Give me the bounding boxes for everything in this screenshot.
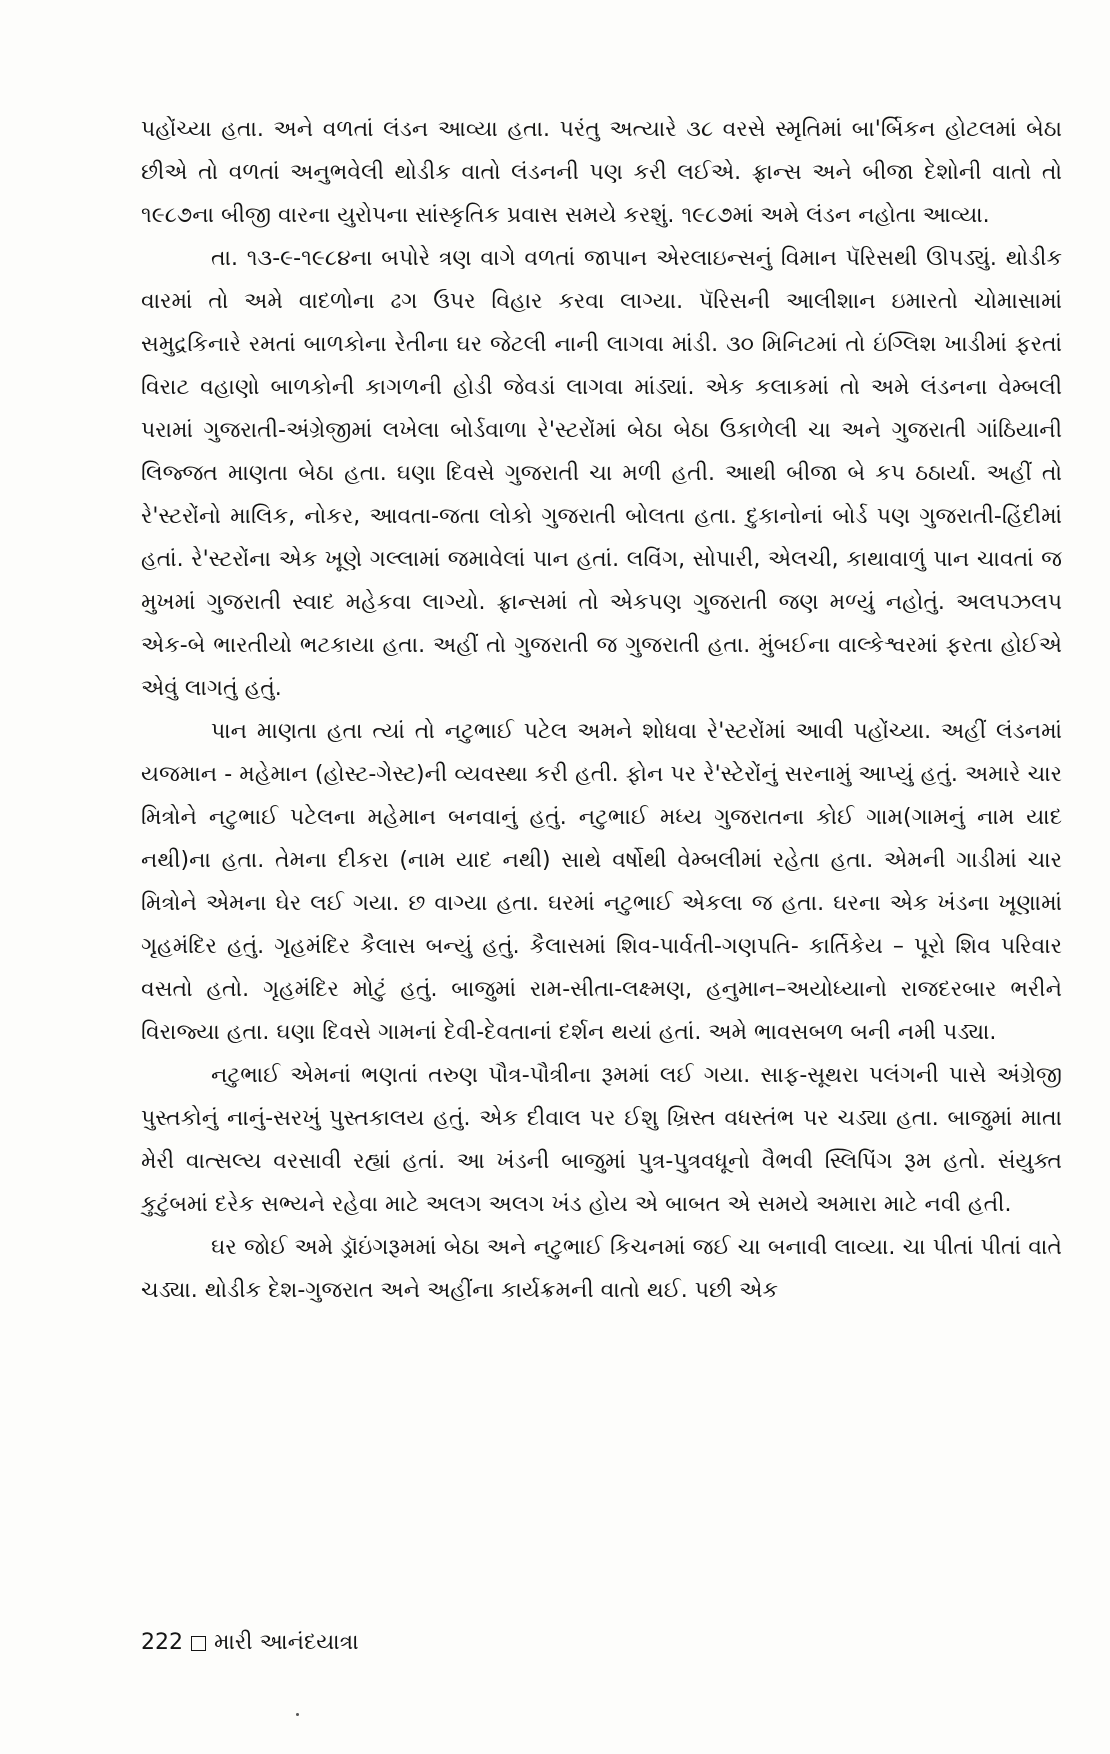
paragraph-continued: પહોંચ્યા હતા. અને વળતાં લંડન આવ્યા હતા. પરંતુ અત્યારે ૩૮ વરસે સ્મૃતિમાં બા'ર્બિકન હોટલમાં બેઠા છીએ તો વળતાં અનુભવેલી થોડીક વાતો લંડનની પણ કરી લઈએ. ફ્રાન્સ અને બીજા દેશોની વાતો તો ૧૯૮૭ના બીજી વારના યુરોપના સાંસ્કૃતિક પ્રવાસ સમયે કરશું. ૧૯૮૭માં અમે લંડન નહોતા આવ્યા. [141, 117, 1062, 228]
page-footer [141, 1628, 359, 1658]
paragraph-drawing-room: ઘર જોઈ અમે ડ્રૉઇંગરૂમમાં બેઠા અને નટુભાઈ કિચનમાં જઈ ચા બનાવી લાવ્યા. ચા પીતાં પીતાં વાતે ચડ્યા. થોડીક દેશ-ગુજરાત અને અહીંના કાર્યક્રમની વાતો થઈ. પછી એક [141, 1235, 1062, 1303]
page-number: 222 [141, 1630, 183, 1655]
paragraph-grandchildren-room: નટુભાઈ એમનાં ભણતાં તરુણ પૌત્ર-પૌત્રીના રૂમમાં લઈ ગયા. સાફ-સૂથરા પલંગની પાસે અંગ્રેજી પુસ્તકોનું નાનું-સરખું પુસ્તકાલય હતું. એક દીવાલ પર ઈશુ ખ્રિસ્ત વધસ્તંભ પર ચડ્યા હતા. બાજુમાં માતા મેરી વાત્સલ્ય વરસાવી રહ્યાં હતાં. આ ખંડની બાજુમાં પુત્ર-પુત્રવધૂનો વૈભવી સ્લિપિંગ રૂમ હતો. સંયુક્ત કુટુંબમાં દરેક સભ્યને રહેવા માટે અલગ અલગ ખંડ હોય એ બાબત એ સમયે અમારા માટે નવી હતી. [141, 1063, 1062, 1217]
body-text [141, 108, 1062, 1312]
paragraph-natubhai-host: પાન માણતા હતા ત્યાં તો નટુભાઈ પટેલ અમને શોધવા રે'સ્ટરોંમાં આવી પહોંચ્યા. અહીં લંડનમાં યજમાન - મહેમાન (હોસ્ટ-ગેસ્ટ)ની વ્યવસ્થા કરી હતી. ફોન પર રે'સ્ટેરોંનું સરનામું આપ્યું હતું. અમારે ચાર મિત્રોને નટુભાઈ પટેલના મહેમાન બનવાનું હતું. નટુભાઈ મધ્ય ગુજરાતના કોઈ ગામ(ગામનું નામ યાદ નથી)ના હતા. તેમના દીકરા (નામ યાદ નથી) સાથે વર્ષોથી વેમ્બલીમાં રહેતા હતા. એમની ગાડીમાં ચાર મિત્રોને એમના ઘેર લઈ ગયા. છ વાગ્યા હતા. ઘરમાં નટુભાઈ એકલા જ હતા. ઘરના એક ખંડના ખૂણામાં ગૃહમંદિર હતું. ગૃહમંદિર કૈલાસ બન્યું હતું. કૈલાસમાં શિવ-પાર્વતી-ગણપતિ- કાર્તિકેય – પૂરો શિવ પરિવાર વસતો હતો. ગૃહમંદિર મોટું હતું. બાજુમાં રામ-સીતા-લક્ષ્મણ, હનુમાન–અયોધ્યાનો રાજદરબાર ભરીને વિરાજ્યા હતા. ઘણા દિવસે ગામનાં દેવી-દેવતાનાં દર્શન થયાં હતાં. અમે ભાવસબળ બની નમી પડ્યા. [141, 719, 1062, 1045]
ink-speck [296, 1713, 299, 1716]
book-title: મારી આનંદયાત્રા [214, 1630, 359, 1655]
paragraph-flight-to-london: તા. ૧૩-૯-૧૯૮૪ના બપોરે ત્રણ વાગે વળતાં જાપાન એરલાઇન્સનું વિમાન પૅરિસથી ઊપડ્યું. થોડીક વારમાં તો અમે વાદળોના ઢગ ઉપર વિહાર કરવા લાગ્યા. પૅરિસની આલીશાન ઇમારતો ચોમાસામાં સમુદ્રકિનારે રમતાં બાળકોના રેતીના ઘર જેટલી નાની લાગવા માંડી. ૩૦ મિનિટમાં તો ઇંગ્લિશ ખાડીમાં ફરતાં વિરાટ વહાણો બાળકોની કાગળની હોડી જેવડાં લાગવા માંડ્યાં. એક કલાકમાં તો અમે લંડનના વેમ્બલી પરામાં ગુજરાતી-અંગ્રેજીમાં લખેલા બોર્ડવાળા રે'સ્ટરોંમાં બેઠા બેઠા ઉકાળેલી ચા અને ગુજરાતી ગાંઠિયાની લિજ્જત માણતા બેઠા હતા. ઘણા દિવસે ગુજરાતી ચા મળી હતી. આથી બીજા બે કપ ઠઠાર્યા. અહીં તો રે'સ્ટરોંનો માલિક, નોકર, આવતા-જતા લોકો ગુજરાતી બોલતા હતા. દુકાનોનાં બોર્ડ પણ ગુજરાતી-હિંદીમાં હતાં. રે'સ્ટરોંના એક ખૂણે ગલ્લામાં જમાવેલાં પાન હતાં. લવિંગ, સોપારી, એલચી, કાથાવાળું પાન ચાવતાં જ મુખમાં ગુજરાતી સ્વાદ મહેકવા લાગ્યો. ફ્રાન્સમાં તો એકપણ ગુજરાતી જણ મળ્યું નહોતું. અલપઝલપ એક-બે ભારતીયો ભટકાયા હતા. અહીં તો ગુજરાતી જ ગુજરાતી હતા. મુંબઈના વાલ્કેશ્વરમાં ફરતા હોઈએ એવું લાગતું હતું. [141, 246, 1062, 701]
square-separator-icon [191, 1636, 206, 1651]
